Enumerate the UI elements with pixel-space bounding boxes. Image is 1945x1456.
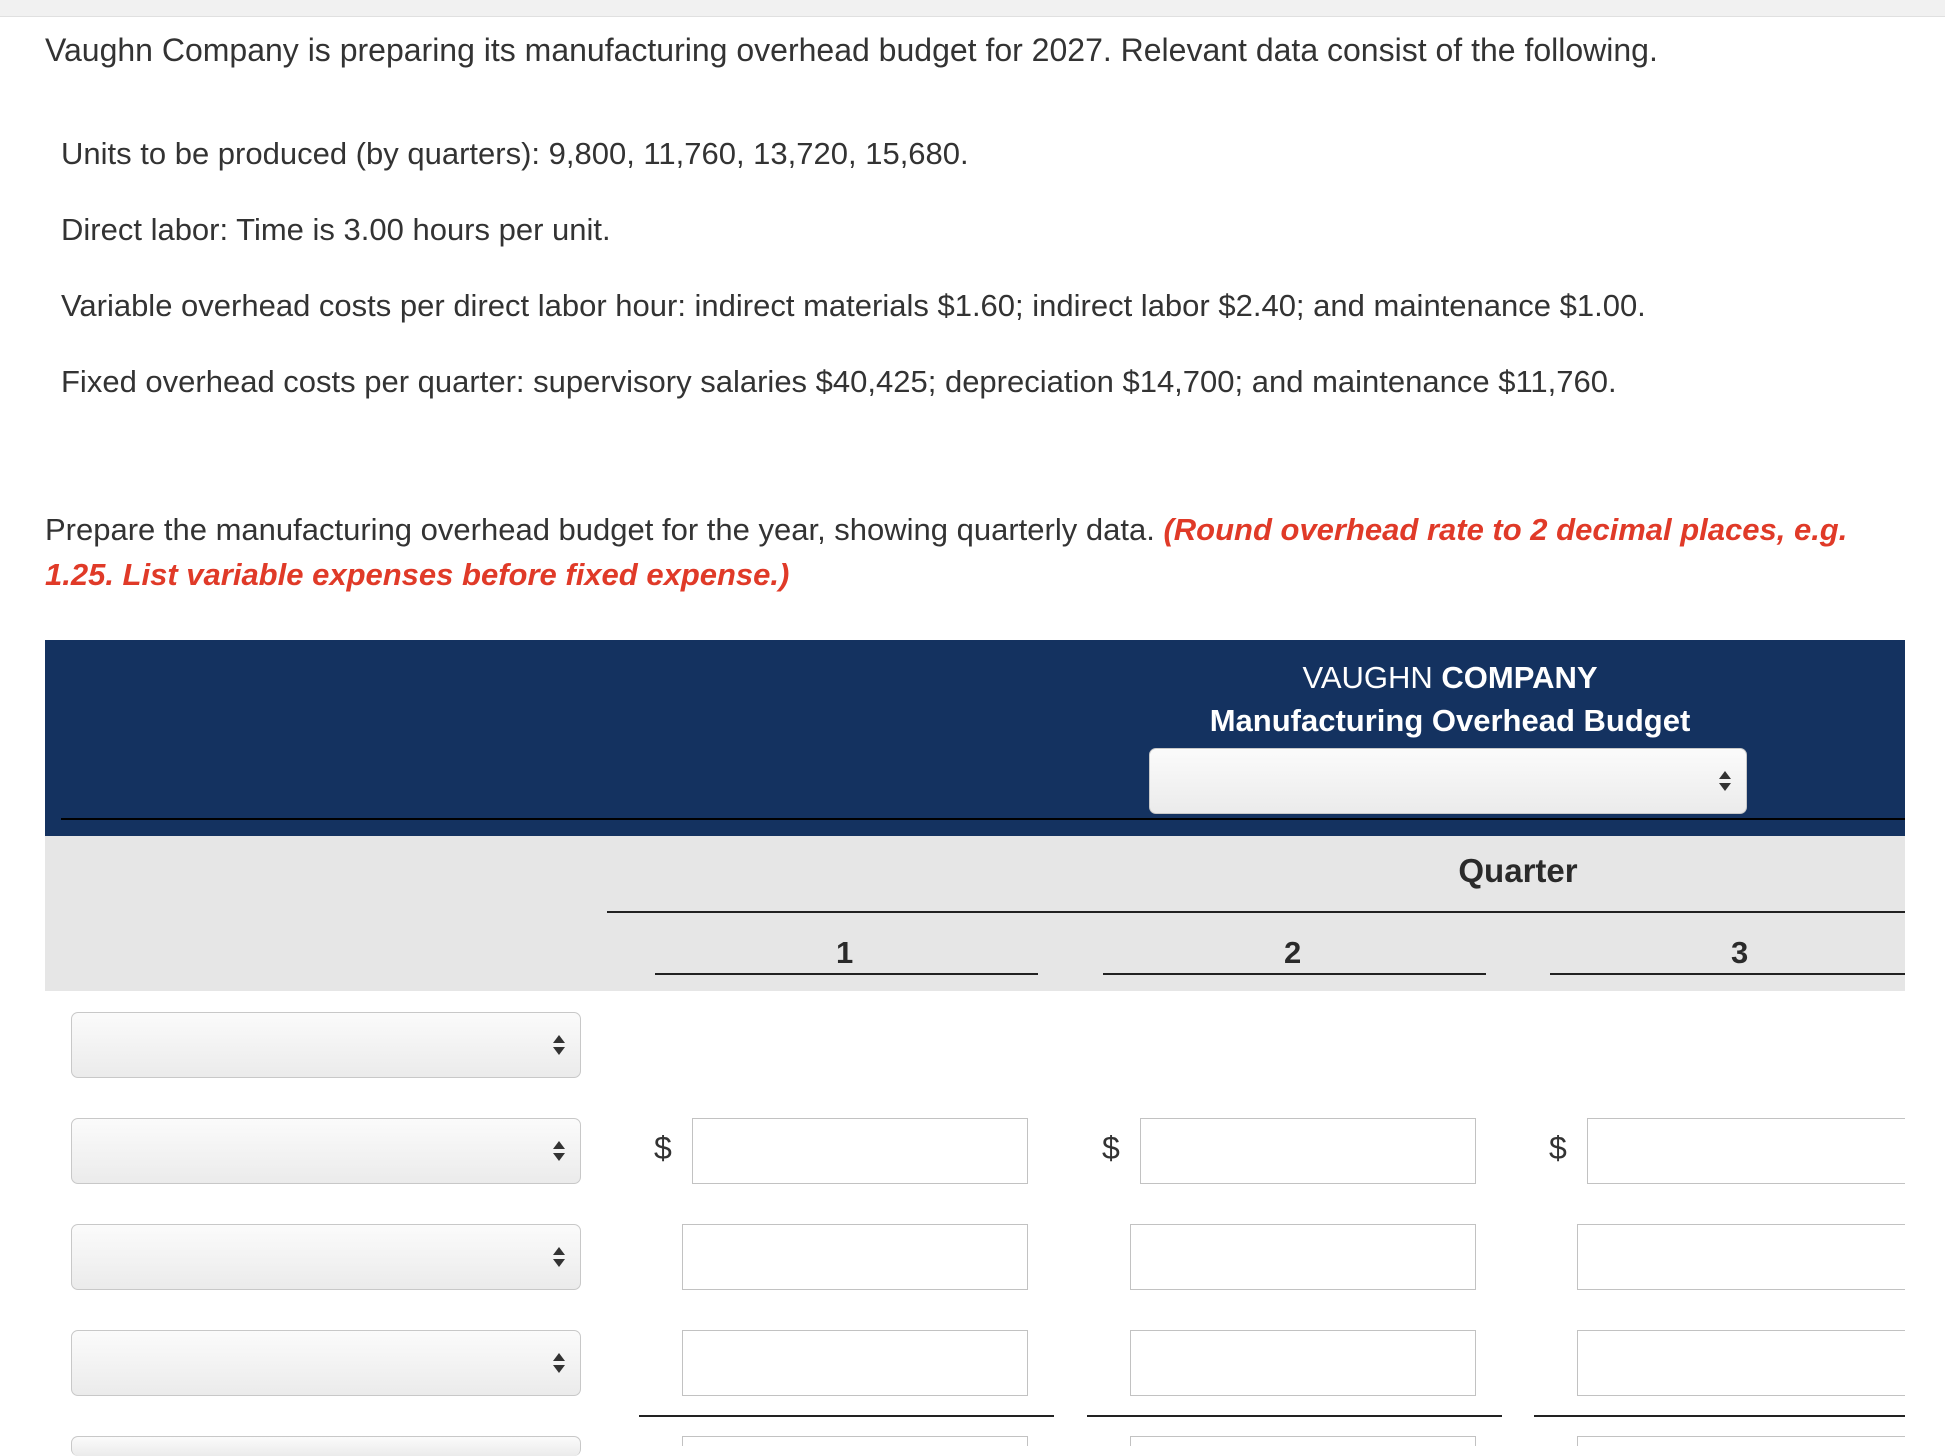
top-bar: [0, 0, 1945, 17]
select-arrows-icon: [552, 1351, 566, 1375]
row-3-q2-input[interactable]: [1130, 1224, 1476, 1290]
quarter-underline: [607, 911, 1905, 913]
column-2-underline: [1103, 973, 1486, 975]
column-1-label: 1: [836, 935, 854, 970]
select-arrows-icon: [552, 1139, 566, 1163]
fact-variable-overhead: Variable overhead costs per direct labor hour: indirect materials $1.60; indirect labor $2.40; and maintenance $1.00.: [61, 288, 1646, 323]
row-4-q3-input[interactable]: [1577, 1330, 1905, 1396]
row-4-q2-input[interactable]: [1130, 1330, 1476, 1396]
instruction-text: Prepare the manufacturing overhead budget for the year, showing quarterly data.: [45, 512, 1155, 547]
column-3-label: 3: [1731, 935, 1749, 970]
row-2-label-select[interactable]: [71, 1118, 581, 1184]
row-2-q2-input[interactable]: [1140, 1118, 1476, 1184]
column-3-underline: [1550, 973, 1905, 975]
header-divider: [61, 818, 1905, 820]
dollar-sign: $: [1102, 1130, 1120, 1166]
instruction-note: (Round overhead rate to 2 decimal places, e.g. 1.25. List variable expenses before fixed expense.): [45, 512, 1848, 592]
row-5-label-select[interactable]: [71, 1436, 581, 1456]
company-name: [1150, 660, 1750, 696]
fact-direct-labor: Direct labor: Time is 3.00 hours per unit.: [61, 212, 611, 247]
row-3-label-select[interactable]: [71, 1224, 581, 1290]
dollar-sign: $: [654, 1130, 672, 1166]
row-5-q3-input[interactable]: [1577, 1436, 1905, 1446]
row-5-q1-input[interactable]: [682, 1436, 1028, 1446]
row-3-q1-input[interactable]: [682, 1224, 1028, 1290]
company-suffix: COMPANY: [1441, 660, 1598, 695]
fact-fixed-overhead: Fixed overhead costs per quarter: supervisory salaries $40,425; depreciation $14,700; and maintenance $11,760.: [61, 364, 1617, 399]
row-4-q1-input[interactable]: [682, 1330, 1028, 1396]
row-5-q2-input[interactable]: [1130, 1436, 1476, 1446]
fact-units: Units to be produced (by quarters): 9,800, 11,760, 13,720, 15,680.: [61, 136, 969, 171]
quarter-label: Quarter: [1458, 852, 1578, 889]
subtotal-line-q1: [639, 1415, 1054, 1417]
column-header-area: [45, 836, 1905, 991]
row-2-q1-input[interactable]: [692, 1118, 1028, 1184]
instruction: [45, 507, 1885, 597]
select-arrows-icon: [552, 1245, 566, 1269]
column-1-underline: [655, 973, 1038, 975]
row-3-q3-input[interactable]: [1577, 1224, 1905, 1290]
row-1-label-select[interactable]: [71, 1012, 581, 1078]
select-arrows-icon: [552, 1033, 566, 1057]
row-4-label-select[interactable]: [71, 1330, 581, 1396]
column-2-label: 2: [1284, 935, 1302, 970]
row-2-q3-input[interactable]: [1587, 1118, 1905, 1184]
subtotal-line-q2: [1087, 1415, 1502, 1417]
select-arrows-icon: [1718, 769, 1732, 793]
period-select[interactable]: [1149, 748, 1747, 814]
problem-intro: Vaughn Company is preparing its manufacturing overhead budget for 2027. Relevant data consist of the following.: [45, 32, 1658, 68]
budget-title: Manufacturing Overhead Budget: [1209, 703, 1691, 738]
dollar-sign: $: [1549, 1130, 1567, 1166]
subtotal-line-q3: [1534, 1415, 1905, 1417]
company-prefix: VAUGHN: [1302, 660, 1433, 695]
